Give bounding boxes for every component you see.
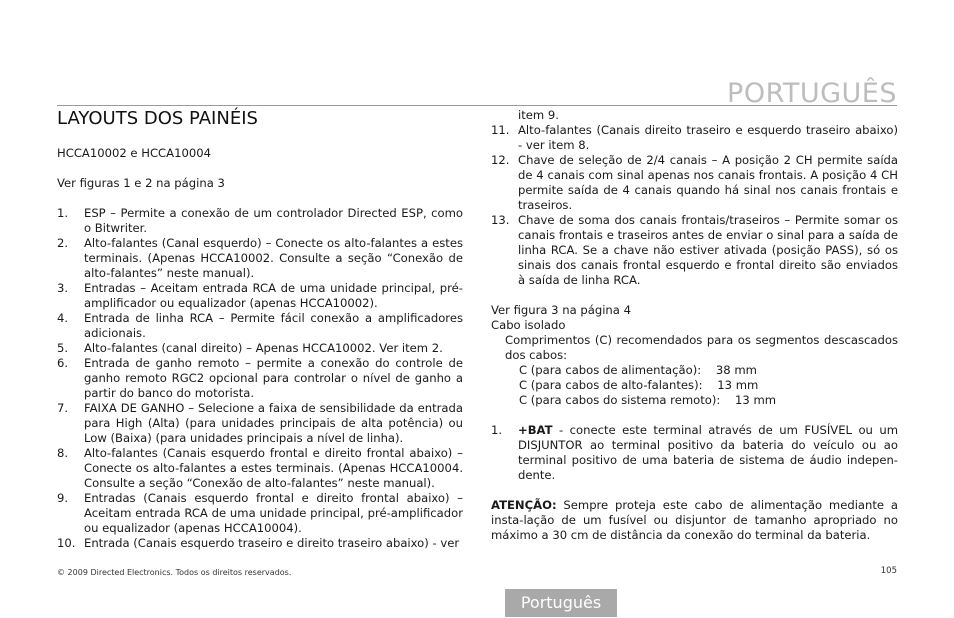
list-item: [57, 341, 463, 356]
section-title: LAYOUTS DOS PAINÉIS: [57, 108, 258, 129]
item-text: FAIXA DE GANHO – Selecione a faixa de sensibilidade da entrada para High (Alta) (para unidades principais de alta potência) ou Low (Baixa) (para unidades principais a nível de linha).: [84, 401, 463, 445]
length-row: [491, 393, 898, 408]
length-value: 13 mm: [735, 393, 777, 407]
right-column: [491, 108, 898, 543]
item-number: 3.: [57, 281, 69, 295]
cable-heading: Cabo isolado: [491, 318, 566, 332]
bat-item: [491, 423, 898, 483]
length-label: C (para cabos do sistema remoto):: [519, 393, 721, 407]
item-number: 12.: [491, 153, 510, 167]
header-divider: [57, 105, 897, 106]
list-item: [57, 401, 463, 446]
item-number: 5.: [57, 341, 69, 355]
item-number: 11.: [491, 123, 510, 137]
figure-3-reference: Ver figura 3 na página 4: [491, 303, 631, 317]
bat-number: 1.: [491, 423, 503, 437]
bat-text: - conecte este terminal através de um FUSÍVEL ou um DISJUNTOR ao terminal positivo da bateria do veículo ou ao terminal positivo de uma bateria de sistema de áudio indepen-dente.: [518, 423, 898, 482]
item-text: Entrada de linha RCA – Permite fácil conexão a amplificadores adicionais.: [84, 311, 463, 340]
list-item: [57, 491, 463, 536]
item-text: ESP – Permite a conexão de um controlador Directed ESP, como o Bitwriter.: [84, 206, 463, 235]
item-text: Entrada (Canais esquerdo traseiro e direito traseiro abaixo) - ver: [84, 536, 460, 550]
page-number: 105: [880, 566, 897, 576]
item-text: Chave de seleção de 2/4 canais – A posição 2 CH permite saída de 4 canais com sinal apenas nos canais frontais. A posição 4 CH permite saída de 4 canais quando há sinal nos canais frontais e traseiros.: [518, 153, 898, 212]
lengths-intro: Comprimentos (C) recomendados para os segmentos descascados dos cabos:: [505, 333, 898, 362]
item-10-continuation: item 9.: [518, 108, 559, 122]
item-text: Chave de soma dos canais frontais/traseiros – Permite somar os canais frontais e traseiros antes de enviar o sinal para a saída de linha RCA. Se a chave não estiver ativada (posição PASS), só os sinais dos canais frontal esquerdo e frontal direito são enviados à saída de linha RCA.: [518, 213, 898, 287]
list-item: [491, 123, 898, 153]
item-number: 13.: [491, 213, 510, 227]
copyright: © 2009 Directed Electronics. Todos os direitos reservados.: [57, 568, 292, 577]
item-number: 6.: [57, 356, 69, 370]
item-number: 4.: [57, 311, 69, 325]
right-item-list: [491, 123, 898, 288]
length-value: 38 mm: [715, 363, 757, 377]
length-row: [491, 378, 898, 393]
length-spacer: [720, 393, 735, 407]
figure-reference: Ver figuras 1 e 2 na página 3: [57, 176, 225, 190]
item-number: 8.: [57, 446, 69, 460]
list-item: [57, 206, 463, 236]
list-item: [57, 536, 463, 551]
list-item: [491, 153, 898, 213]
left-item-list: [57, 206, 463, 551]
item-number: 2.: [57, 236, 69, 250]
length-label: C (para cabos de alimentação):: [519, 363, 702, 377]
warning-note: [491, 498, 898, 543]
length-spacer: [703, 378, 718, 392]
lengths-list: [491, 363, 898, 408]
list-item: [491, 213, 898, 288]
item-text: Alto-falantes (Canais esquerdo frontal e direito frontal abaixo) – Conecte os alto-falantes a estes terminais. (Apenas HCCA10004. Consulte a seção “Conexão de alto-falantes” neste manual).: [84, 446, 463, 490]
list-item: [57, 356, 463, 401]
item-text: Alto-falantes (Canal esquerdo) – Conecte os alto-falantes a estes terminais. (Apenas HCCA10002. Consulte a seção “Conexão de alto-falantes” neste manual).: [84, 236, 463, 280]
page-language-title: PORTUGUÊS: [727, 78, 897, 109]
length-label: C (para cabos de alto-falantes):: [519, 378, 703, 392]
models-line: HCCA10002 e HCCA10004: [57, 146, 211, 160]
warning-text: Sempre proteja este cabo de alimentação mediante a insta-lação de um fusível ou disjuntor de tamanho apropriado no máximo a 30 cm de distância da conexão do terminal da bateria.: [491, 498, 898, 542]
list-item: [57, 236, 463, 281]
list-item: [57, 281, 463, 311]
item-text: Entradas (Canais esquerdo frontal e direito frontal abaixo) – Aceitam entrada RCA de uma unidade principal, pré-amplificador ou equalizador (apenas HCCA10004).: [84, 491, 463, 535]
warning-label: ATENÇÃO:: [491, 498, 557, 512]
list-item: [57, 311, 463, 341]
length-value: 13 mm: [717, 378, 759, 392]
item-text: Alto-falantes (Canais direito traseiro e esquerdo traseiro abaixo) - ver item 8.: [518, 123, 898, 152]
length-row: [491, 363, 898, 378]
bat-text-block: [518, 423, 898, 483]
language-tab[interactable]: Português: [505, 589, 617, 617]
item-text: Alto-falantes (canal direito) – Apenas HCCA10002. Ver item 2.: [84, 341, 443, 355]
item-number: 7.: [57, 401, 69, 415]
length-spacer: [701, 363, 716, 377]
item-number: 1.: [57, 206, 69, 220]
item-text: Entradas – Aceitam entrada RCA de uma unidade principal, pré-amplificador ou equalizador (apenas HCCA10002).: [84, 281, 463, 310]
bat-label: +BAT: [518, 423, 553, 437]
item-text: Entrada de ganho remoto – permite a conexão do controle de ganho remoto RGC2 opcional para controlar o nível de ganho a partir do banco do motorista.: [84, 356, 463, 400]
item-number: 9.: [57, 491, 69, 505]
left-column: [57, 146, 463, 551]
item-number: 10.: [57, 536, 76, 550]
list-item: [57, 446, 463, 491]
